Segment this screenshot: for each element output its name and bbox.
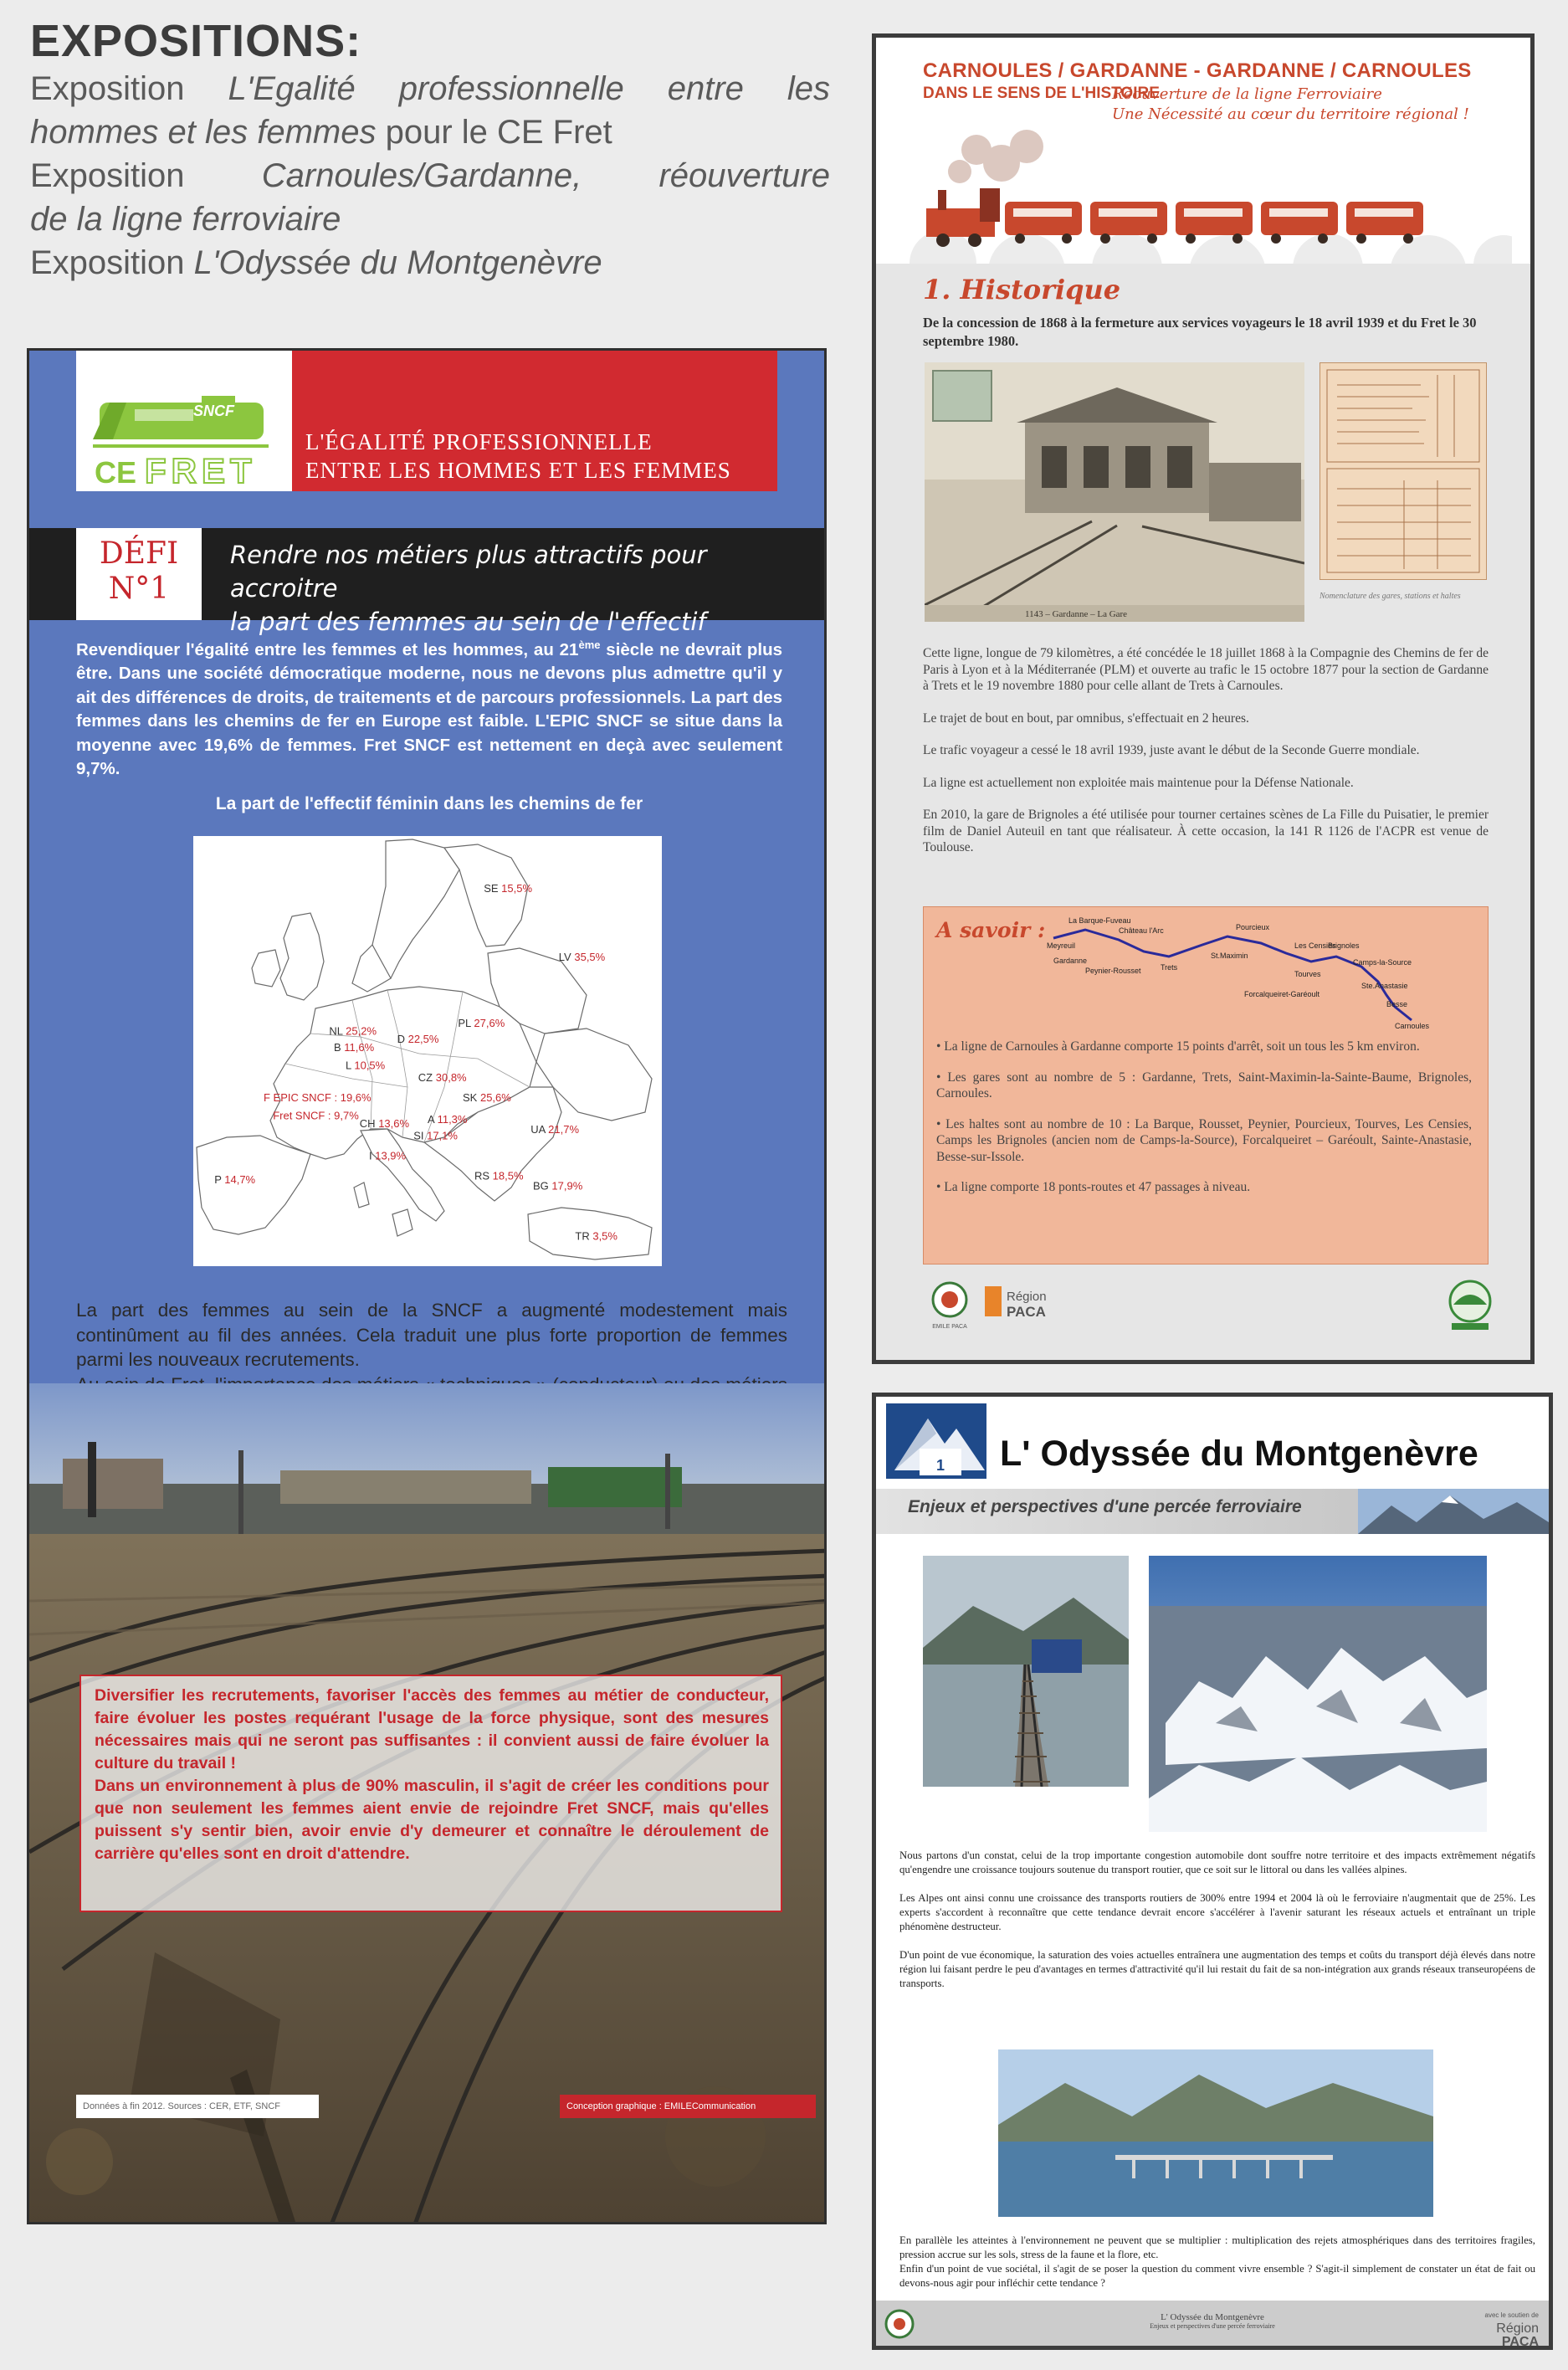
gardanne-photo-caption: 1143 – Gardanne – La Gare [1025,609,1128,619]
exposition-line-3: Exposition Carnoules/Gardanne, réouverture [30,157,830,194]
poster3-text-2: En parallèle les atteintes à l'environnement ne peuvent que se multiplier : multiplication des rejets atmosphériques dans des territoires fragiles, pression accrue sur les sols, stress de la faune et la flore, etc. Enfin d'un point de vue sociétal, il s'agit de se poser la question du comment vivre ensemble ? S'agit-il simplement de constater un état de fait ou devons-nous agir pour infléchir cette tendance ? [899,2234,1535,2289]
poster3-title: L' Odyssée du Montgenèvre [1000,1434,1478,1474]
map-label-d: D 22,5% [397,1033,439,1046]
callout-text: Diversifier les recrutements, favoriser l'accès des femmes au métier de conducteur, faire évoluer les postes requérant l'usage de la force physique, sont des mesures nécessaires mais qui ne seront pas suffisantes : il convient aussi de faire évoluer la culture du travail ! Dans un environnement à plus de 90% masculin, il s'agit de créer les conditions pour que non seulement les femmes aient envie de rejoindre Fret SNCF, mais qu'elles puissent s'y sentir bien, avoir envie d'y demeurer et connaître le déroulement de carrière qu'elles sont en droit d'attendre. [95,1686,769,1863]
logo-fret-text: FRET [145,451,257,490]
green-association-logo [1445,1276,1495,1335]
map-land [197,839,652,1259]
poster-carnoules-gardanne[interactable] [872,33,1535,1364]
map-label-a: A 11,3% [428,1113,468,1126]
line-route-map [1043,915,1478,1032]
route-station-2: Château l'Arc [1119,926,1164,935]
exposition-line-2: hommes et les femmes pour le CE Fret [30,114,612,151]
train-illustration [910,121,1512,272]
map-label-pl: PL 27,6% [458,1017,505,1029]
mountain-banner-image [1358,1489,1549,1534]
page-title: EXPOSITIONS: [30,16,362,66]
map-label-b: B 11,6% [334,1040,375,1054]
emile-paca-text: EMILE PACA [932,1324,967,1330]
map-label-se: SE 15,5% [484,882,533,895]
historique-subheading: De la concession de 1868 à la fermeture aux services voyageurs le 18 avril 1939 et du Fret le 30 septembre 1980. [923,315,1477,349]
exposition-line-5: Exposition L'Odyssée du Montgenèvre [30,244,602,281]
gardanne-station-photo [925,362,1304,622]
route-station-0: La Barque-Fuveau [1068,916,1131,925]
route-station-6: Pourcieux [1236,923,1270,931]
poster-odyssee-montgenevre[interactable] [872,1393,1553,2350]
map-label-ua: UA 21,7% [530,1123,580,1136]
map-label-lv: LV 35,5% [558,950,606,963]
document-caption: Nomenclature des gares, stations et haltes [1319,592,1461,601]
route-station-11: Camps-la-Source [1353,958,1412,967]
route-station-10: Brignoles [1328,941,1360,950]
exposition-line-1: Exposition L'Egalité professionnelle entre les [30,70,830,107]
body-text: La part des femmes au sein de la SNCF a augmenté modestement mais continûment au fil des années. Cela traduit une plus forte proportion de femmes parmi les nouveaux recrutements. [76,1300,787,1370]
route-station-15: Carnoules [1395,1022,1430,1030]
route-station-labels [1047,916,1430,1030]
poster2-title: CARNOULES / GARDANNE - GARDANNE / CARNOULES [923,59,1472,82]
historique-heading: 1. Historique [923,274,1121,305]
route-station-14: Besse [1386,1000,1408,1008]
map-label-fret-sncf: Fret SNCF : 9,7% [273,1109,359,1122]
historique-text: Cette ligne, longue de 79 kilomètres, a été concédée le 18 juillet 1868 à la Compagnie des Chemins de fer de Paris à Lyon et à la Méditerranée (PLM) et ouverte au trafic le 15 octobre 1877 pour la section de Gardanne à Trets et le 19 novembre 1880 pour celle allant de Trets à Carnoules. Le trajet de bout en bout, par omnibus, s'effectuait en 2 heures. Le trafic voyageur a cessé le 18 avril 1939, juste avant le début de la Seconde Guerre mondiale. La ligne est actuellement non exploitée mais maintenue pour la Défense Nationale. En 2010, la gare de Brignoles a été utilisée pour tourner certaines scènes de La Fille du Puisatier, le premier film de Daniel Auteuil en tant que réalisateur. À cette occasion, la 141 R 1126 de l'ACPR est venue de Toulouse. [923,646,1489,854]
lake-viaduct-photo [998,2049,1433,2217]
map-label-bg: BG 17,9% [533,1179,583,1193]
map-label-rs: RS 18,5% [474,1169,524,1182]
design-credit: Conception graphique : EMILECommunication [560,2095,816,2118]
defi-statement: Rendre nos métiers plus attractifs pour accroitre la part des femmes au sein de l'effectif [230,541,707,636]
poster3-subtitle: Enjeux et perspectives d'une percée ferroviaire [908,1497,1302,1516]
logo-ce-text: CE [95,455,137,490]
route-station-13: Ste.Anastasie [1361,982,1408,990]
logo-sncf-text: SNCF [193,403,234,419]
region-paca-logo: Région PACA [1007,1290,1047,1320]
alps-aerial-photo [1149,1556,1487,1832]
map-label-sk: SK 25,6% [463,1090,511,1104]
poster2-title-2: DANS LE SENS DE L'HISTOIRE [923,85,1160,102]
map-label-cz: CZ 30,8% [418,1070,467,1084]
footer-title: L' Odyssée du Montgenèvre Enjeux et perspectives d'une percée ferroviaire [1150,2312,1275,2330]
source-note: Données à fin 2012. Sources : CER, ETF, SNCF [76,2095,319,2118]
railway-track-photo [923,1556,1129,1787]
map-label-i: I 13,9% [369,1149,407,1162]
map-label-p: P 14,7% [214,1173,256,1187]
route-station-3: Gardanne [1053,957,1088,965]
map-label-l: L 10,5% [346,1059,386,1072]
badge-number: 1 [935,1457,945,1474]
defi-badge: DÉFI N°1 [99,536,179,606]
intro-paragraph: Revendiquer l'égalité entre les femmes et les hommes, au 21ème siècle ne devrait plus être. Dans une société démocratique moderne, nous ne devons plus admettre qu'il y ait des différences de droits, de traitements et de parcours professionnels. La part des femmes dans les chemins de fer en Europe est faible. L'EPIC SNCF se situe dans la moyenne avec 19,6% de femmes. Fret SNCF est nettement en deçà avec seulement 9,7%. [76,639,782,779]
route-station-4: Peynier-Rousset [1085,967,1141,975]
poster2-subtitle: Réouverture de la ligne Ferroviaire Une Nécessité au cœur du territoire régional ! [1112,85,1469,123]
exposition-line-4: de la ligne ferroviaire [30,201,341,238]
map-label-tr: TR 3,5% [575,1229,617,1243]
region-paca-logo-mark [985,1286,1002,1316]
route-station-7: St.Maximin [1211,952,1248,960]
poster-egalite-professionnelle[interactable] [27,348,827,2224]
footer-region-logo: avec le soutien de Région PACA [1484,2311,1539,2349]
map-label-si: SI 17,1% [413,1129,458,1142]
poster3-text: Nous partons d'un constat, celui de la trop importante congestion automobile dont souffre notre territoire et des impacts extrêmement négatifs qu'engendre une croissance toujours soutenue du transport routier, que ce soit sur le littoral ou dans les vallées alpines. Les Alpes ont ainsi connu une croissance des transports routiers de 300% entre 1994 et 2004 là où le ferroviaire n'augmentait que de 25%. Les experts s'accordent à reconnaître que cette tendance devrait encore s'accélérer à l'avenir saturant les réseaux actuels et entraînant un triple phénomène destructeur. D'un point de vue économique, la saturation des voies actuelles entraînera une augmentation des temps et coûts du transport déjà élevés dans notre région lui faisant perdre le peu d'avantages en termes d'attractivité qu'il lui restait du fait de sa non-intégration aux grands réseaux transeuropéens de transports. [899,1849,1535,1989]
map-label-f-epic-sncf: F EPIC SNCF : 19,6% [264,1090,372,1104]
route-station-1: Meyreuil [1047,941,1076,950]
europe-map [193,836,662,1266]
europe-map-svg [193,836,662,1266]
timetable-document [1319,362,1487,580]
map-title: La part de l'effectif féminin dans les chemins de fer [215,794,643,813]
map-label-ch: CH 13,6% [359,1117,410,1130]
emile-paca-logo [926,1278,976,1336]
map-label-nl: NL 25,2% [329,1024,377,1038]
a-savoir-heading: A savoir : [936,918,1046,942]
a-savoir-bullets: • La ligne de Carnoules à Gardanne comporte 15 points d'arrêt, soit un tous les 5 km environ. • Les gares sont au nombre de 5 : Gardanne, Trets, Saint-Maximin-la-Sainte-Baume, Brignoles, Carnoules. • Les haltes sont au nombre de 10 : La Barque, Rousset, Peynier, Pourcieux, Tourves, Les Censies, Camps les Brignoles (ancien nom de Camps-la-Source), Forcalqueiret – Garéoult, Sainte-Anastasie, Besse-sur-Issole. • La ligne comporte 18 ponts-routes et 47 passages à niveau. [936,1039,1472,1194]
route-station-12: Forcalqueiret-Garéoult [1244,990,1320,998]
route-station-9: Tourves [1294,970,1321,978]
mountain-badge-icon [886,1403,986,1479]
ce-fret-logo [76,351,292,491]
route-station-5: Trets [1161,963,1178,972]
route-station-8: Les Censiès [1294,941,1336,950]
poster-title: L'ÉGALITÉ PROFESSIONNELLE ENTRE LES HOMMES ET LES FEMMES [305,429,731,483]
